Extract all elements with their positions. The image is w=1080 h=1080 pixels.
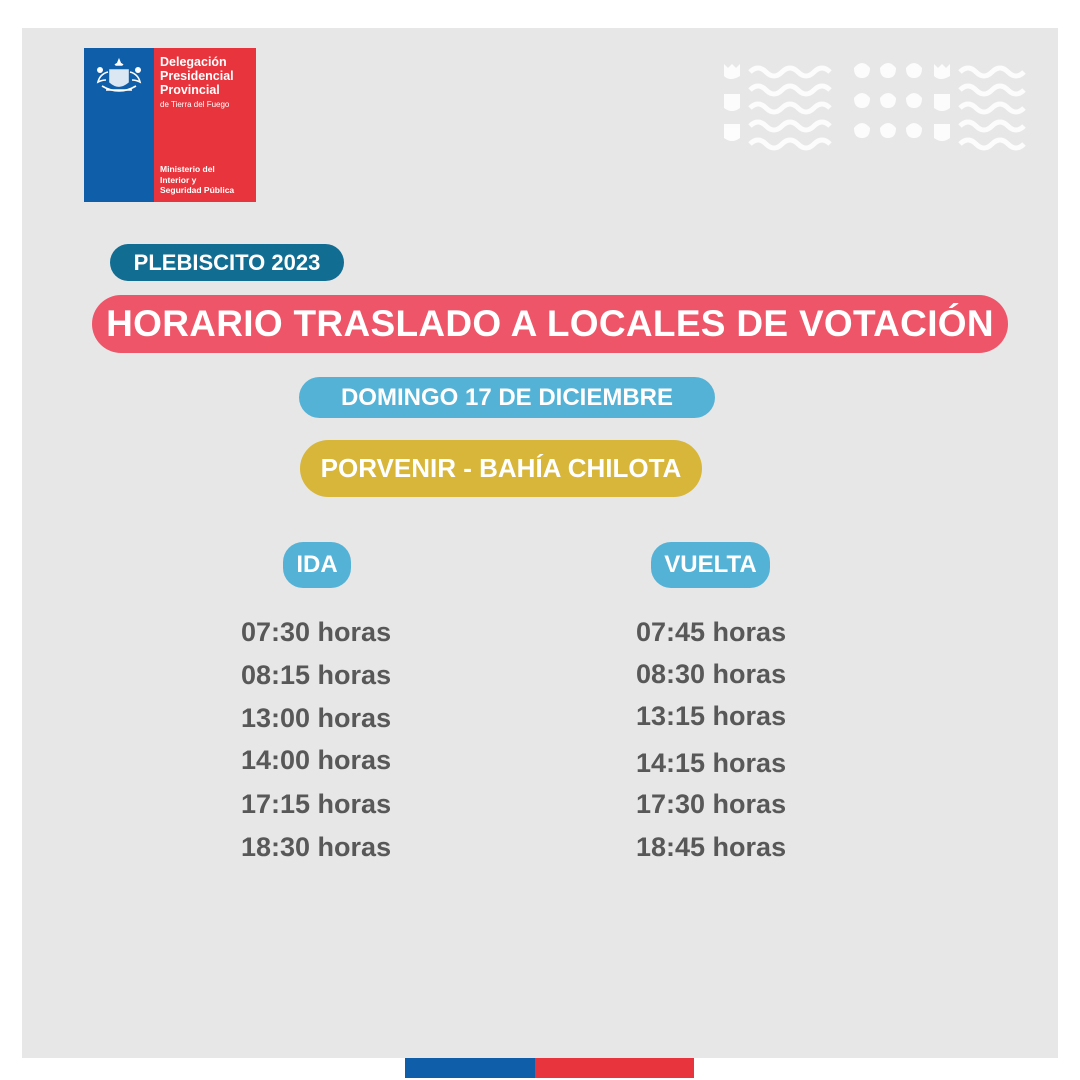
vuelta-time: 14:15 horas (636, 748, 787, 778)
logo-blue-panel (84, 48, 154, 202)
vuelta-time: 08:30 horas (636, 659, 787, 689)
logo-subtitle: de Tierra del Fuego (160, 100, 230, 109)
decorative-pattern-icon (720, 60, 1040, 152)
vuelta-time: 17:30 horas (636, 789, 787, 819)
logo-title-line: Delegación (160, 55, 227, 69)
vuelta-header: VUELTA (651, 542, 770, 588)
ida-time: 18:30 horas (241, 832, 392, 862)
logo-ministry-line: Seguridad Pública (160, 185, 235, 195)
vuelta-time: 13:15 horas (636, 701, 787, 731)
vuelta-time: 07:45 horas (636, 617, 787, 647)
ida-time: 14:00 horas (241, 745, 392, 775)
route-badge: PORVENIR - BAHÍA CHILOTA (300, 440, 702, 497)
date-badge: DOMINGO 17 DE DICIEMBRE (299, 377, 715, 418)
logo-title-line: Provincial (160, 83, 220, 97)
logo-red-panel (154, 48, 256, 202)
logo-ministry (160, 164, 234, 196)
ida-time: 07:30 horas (241, 617, 392, 647)
logo-ministry-line: Ministerio del (160, 164, 215, 174)
ida-time: 13:00 horas (241, 703, 392, 733)
vuelta-time: 18:45 horas (636, 832, 787, 862)
logo-title (160, 55, 234, 97)
event-badge: PLEBISCITO 2023 (110, 244, 344, 281)
flag-stripe-red (535, 1058, 694, 1078)
ida-header: IDA (283, 542, 351, 588)
government-logo (84, 48, 256, 202)
logo-ministry-line: Interior y (160, 174, 197, 185)
ida-time: 08:15 horas (241, 660, 392, 690)
headline-banner: HORARIO TRASLADO A LOCALES DE VOTACIÓN (92, 295, 1008, 353)
flag-stripe-blue (405, 1058, 535, 1078)
coat-of-arms-icon (90, 56, 148, 100)
logo-title-line: Presidencial (160, 69, 234, 83)
ida-time: 17:15 horas (241, 789, 392, 819)
